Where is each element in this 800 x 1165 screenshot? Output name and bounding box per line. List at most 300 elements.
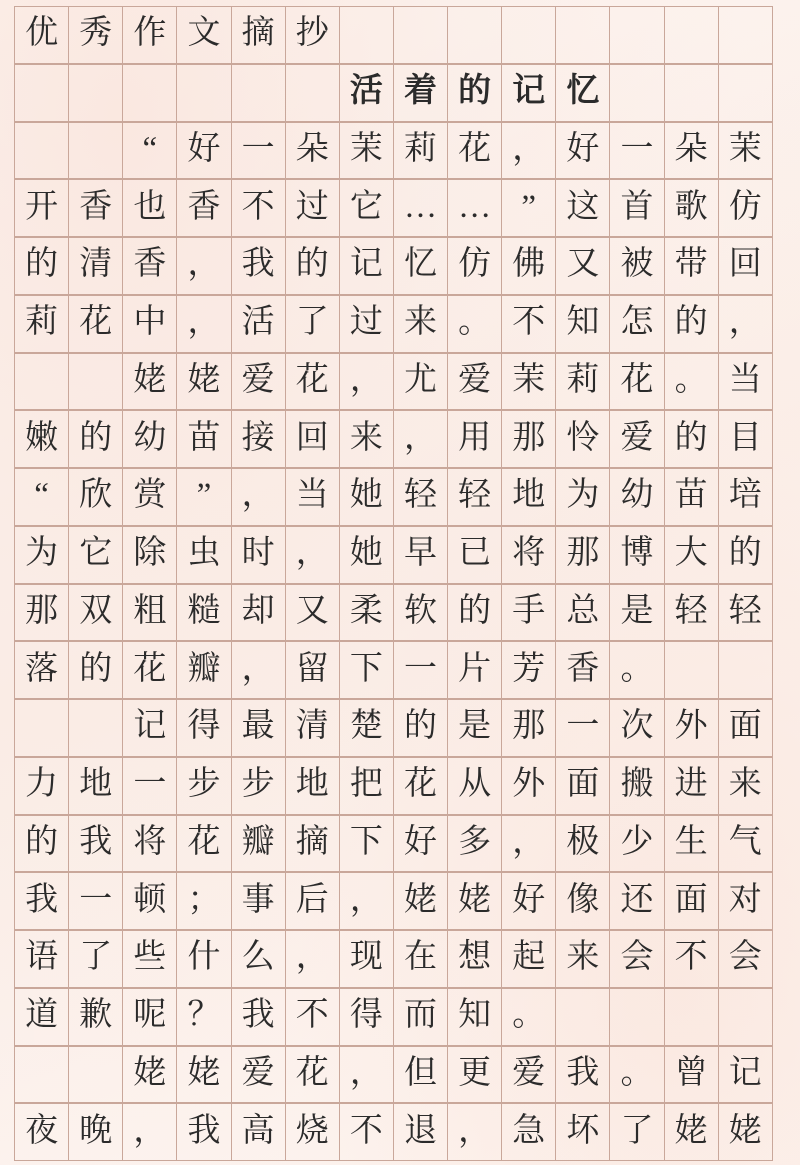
grid-cell-char	[176, 815, 231, 873]
grid-cell-char	[231, 872, 286, 930]
grid-cell-char	[609, 295, 664, 353]
grid-cell-char	[231, 584, 286, 642]
grid-cell-char	[285, 584, 340, 642]
grid-row	[14, 584, 786, 642]
grid-cell-char	[555, 815, 610, 873]
grid-cell-char	[447, 930, 502, 988]
grid-cell-char	[555, 122, 610, 180]
cell-character: 花	[187, 823, 221, 860]
cell-character: 不	[349, 1112, 383, 1149]
cell-character: 爱	[620, 419, 654, 456]
cell-character: ，	[349, 361, 383, 398]
grid-cell-empty	[68, 353, 123, 411]
grid-cell-char	[393, 757, 448, 815]
cell-character: 得	[187, 708, 221, 745]
grid-cell-char	[501, 930, 556, 988]
grid-cell-char	[555, 526, 610, 584]
cell-character: …	[403, 188, 437, 225]
grid-cell-char	[501, 699, 556, 757]
cell-character: 又	[295, 592, 329, 629]
cell-character: 一	[241, 130, 275, 167]
grid-cell-char	[555, 410, 610, 468]
cell-character: ，	[187, 246, 221, 283]
cell-character: 不	[512, 304, 546, 341]
grid-cell-empty	[664, 988, 719, 1046]
grid-cell-char	[285, 410, 340, 468]
cell-character: 回	[295, 419, 329, 456]
grid-cell-char	[339, 237, 394, 295]
grid-cell-char	[393, 1046, 448, 1104]
cell-character: 会	[728, 939, 762, 976]
grid-cell-empty	[664, 641, 719, 699]
grid-cell-char	[501, 122, 556, 180]
grid-cell-char	[339, 699, 394, 757]
cell-character: 来	[566, 939, 600, 976]
cell-character: 姥	[458, 881, 492, 918]
grid-cell-empty	[68, 1046, 123, 1104]
grid-cell-char	[609, 1103, 664, 1161]
grid-cell-empty	[339, 6, 394, 64]
grid-cell-char	[447, 815, 502, 873]
cell-character: ，	[403, 419, 437, 456]
grid-row	[14, 353, 786, 411]
cell-character: 这	[566, 188, 600, 225]
grid-cell-empty	[501, 6, 556, 64]
grid-cell-char	[339, 295, 394, 353]
grid-cell-char	[122, 872, 177, 930]
cell-character: 起	[512, 939, 546, 976]
cell-character: 芳	[512, 650, 546, 687]
cell-character: 那	[512, 708, 546, 745]
grid-cell-char	[285, 930, 340, 988]
cell-character: 活	[349, 73, 383, 110]
grid-cell-char	[68, 641, 123, 699]
cell-character: 姥	[133, 1054, 167, 1091]
cell-character: 面	[566, 766, 600, 803]
cell-character: 中	[133, 304, 167, 341]
grid-cell-char	[176, 872, 231, 930]
cell-character: 记	[512, 73, 546, 110]
cell-character: 花	[295, 361, 329, 398]
grid-cell-char	[339, 584, 394, 642]
grid-cell-char	[393, 930, 448, 988]
cell-character: 片	[458, 650, 492, 687]
cell-character: 忆	[403, 246, 437, 283]
grid-cell-char	[447, 1103, 502, 1161]
grid-cell-char	[555, 584, 610, 642]
cell-character: 的	[458, 73, 492, 110]
cell-character: 搬	[620, 766, 654, 803]
cell-character: 时	[241, 535, 275, 572]
cell-character: 姥	[403, 881, 437, 918]
grid-cell-char	[664, 1046, 719, 1104]
cell-character: ，	[295, 939, 329, 976]
cell-character: 知	[566, 304, 600, 341]
grid-cell-char	[555, 64, 610, 122]
cell-character: 的	[403, 708, 437, 745]
grid-cell-char	[14, 295, 69, 353]
grid-cell-char	[447, 353, 502, 411]
grid-cell-char	[14, 757, 69, 815]
grid-cell-char	[68, 988, 123, 1046]
grid-cell-char	[285, 988, 340, 1046]
grid-cell-char	[176, 179, 231, 237]
grid-cell-empty	[231, 64, 286, 122]
grid-cell-char	[447, 410, 502, 468]
grid-cell-char	[718, 584, 773, 642]
grid-cell-char	[339, 410, 394, 468]
cell-character: 下	[349, 823, 383, 860]
cell-character: 来	[349, 419, 383, 456]
grid-cell-char	[122, 526, 177, 584]
cell-character: ？	[187, 997, 221, 1034]
grid-cell-char	[555, 179, 610, 237]
grid-cell-char	[555, 237, 610, 295]
grid-cell-char	[664, 584, 719, 642]
cell-character: 抄	[295, 15, 329, 52]
grid-cell-char	[664, 353, 719, 411]
grid-cell-char	[447, 872, 502, 930]
cell-character: 是	[458, 708, 492, 745]
grid-cell-char	[231, 641, 286, 699]
cell-character: 为	[566, 477, 600, 514]
grid-cell-char	[664, 122, 719, 180]
grid-cell-empty	[14, 122, 69, 180]
grid-row	[14, 815, 786, 873]
cell-character: 道	[25, 997, 59, 1034]
grid-cell-char	[393, 815, 448, 873]
grid-cell-empty	[285, 64, 340, 122]
grid-cell-char	[664, 699, 719, 757]
grid-cell-char	[285, 468, 340, 526]
cell-character: 莉	[566, 361, 600, 398]
cell-character: 步	[187, 766, 221, 803]
cell-character: 会	[620, 939, 654, 976]
cell-character: 留	[295, 650, 329, 687]
grid-cell-char	[718, 410, 773, 468]
grid-cell-char	[231, 6, 286, 64]
grid-row	[14, 179, 786, 237]
grid-cell-char	[393, 295, 448, 353]
grid-cell-char	[339, 988, 394, 1046]
grid-cell-char	[68, 468, 123, 526]
grid-cell-char	[14, 410, 69, 468]
grid-cell-empty	[68, 122, 123, 180]
cell-character: 在	[403, 939, 437, 976]
cell-character: 当	[295, 477, 329, 514]
cell-character: 除	[133, 535, 167, 572]
cell-character: 爱	[241, 361, 275, 398]
grid-cell-char	[285, 122, 340, 180]
cell-character: 了	[620, 1112, 654, 1149]
grid-cell-char	[501, 410, 556, 468]
cell-character: 它	[349, 188, 383, 225]
cell-character: 次	[620, 708, 654, 745]
cell-character: 的	[79, 419, 113, 456]
grid-cell-char	[14, 872, 69, 930]
cell-character: 高	[241, 1112, 275, 1149]
grid-cell-char	[501, 468, 556, 526]
cell-character: 地	[512, 477, 546, 514]
grid-cell-char	[122, 6, 177, 64]
grid-cell-char	[501, 64, 556, 122]
grid-cell-char	[664, 468, 719, 526]
grid-cell-empty	[718, 64, 773, 122]
cell-character: 的	[458, 592, 492, 629]
cell-character: 气	[728, 823, 762, 860]
grid-row	[14, 64, 786, 122]
grid-cell-char	[14, 1103, 69, 1161]
grid-row	[14, 757, 786, 815]
cell-character: 姥	[674, 1112, 708, 1149]
grid-cell-char	[68, 410, 123, 468]
cell-character: 一	[620, 130, 654, 167]
grid-row	[14, 1103, 786, 1161]
cell-character: 的	[674, 419, 708, 456]
grid-cell-empty	[68, 699, 123, 757]
grid-cell-char	[68, 526, 123, 584]
cell-character: 歌	[674, 188, 708, 225]
cell-character: 香	[187, 188, 221, 225]
grid-cell-char	[718, 353, 773, 411]
cell-character: 仿	[458, 246, 492, 283]
grid-cell-char	[122, 815, 177, 873]
grid-cell-char	[609, 757, 664, 815]
cell-character: 。	[674, 361, 708, 398]
grid-cell-char	[393, 641, 448, 699]
cell-character: 少	[620, 823, 654, 860]
grid-cell-char	[122, 1103, 177, 1161]
grid-cell-char	[718, 757, 773, 815]
grid-cell-char	[609, 237, 664, 295]
cell-character: 爱	[512, 1054, 546, 1091]
cell-character: 作	[133, 15, 167, 52]
cell-character: 朵	[295, 130, 329, 167]
cell-character: 花	[79, 304, 113, 341]
grid-cell-char	[176, 988, 231, 1046]
grid-cell-char	[14, 237, 69, 295]
grid-cell-char	[231, 179, 286, 237]
grid-cell-char	[447, 295, 502, 353]
cell-character: 回	[728, 246, 762, 283]
grid-cell-char	[609, 122, 664, 180]
cell-character: 来	[728, 766, 762, 803]
cell-character: 首	[620, 188, 654, 225]
cell-character: 好	[566, 130, 600, 167]
grid-cell-char	[501, 353, 556, 411]
cell-character: 尤	[403, 361, 437, 398]
grid-cell-char	[447, 988, 502, 1046]
grid-cell-char	[231, 237, 286, 295]
cell-character: 朵	[674, 130, 708, 167]
cell-character: 总	[566, 592, 600, 629]
grid-cell-empty	[14, 1046, 69, 1104]
grid-row	[14, 526, 786, 584]
grid-cell-char	[231, 757, 286, 815]
grid-cell-char	[555, 699, 610, 757]
grid-cell-char	[231, 295, 286, 353]
grid-cell-char	[555, 757, 610, 815]
cell-character: 轻	[674, 592, 708, 629]
cell-character: 已	[458, 535, 492, 572]
cell-character: 退	[403, 1112, 437, 1149]
cell-character: 好	[403, 823, 437, 860]
grid-cell-char	[393, 699, 448, 757]
grid-cell-char	[718, 815, 773, 873]
grid-row	[14, 988, 786, 1046]
grid-cell-char	[68, 179, 123, 237]
cell-character: 了	[79, 939, 113, 976]
grid-cell-char	[339, 526, 394, 584]
grid-cell-char	[122, 353, 177, 411]
cell-character: 的	[728, 535, 762, 572]
grid-cell-char	[176, 353, 231, 411]
cell-character: 从	[458, 766, 492, 803]
grid-cell-char	[393, 237, 448, 295]
cell-character: 顿	[133, 881, 167, 918]
grid-cell-char	[393, 988, 448, 1046]
grid-cell-char	[501, 526, 556, 584]
cell-character: 而	[403, 997, 437, 1034]
grid-cell-char	[339, 179, 394, 237]
cell-character: 晚	[79, 1112, 113, 1149]
cell-character: 多	[458, 823, 492, 860]
grid-row	[14, 237, 786, 295]
cell-character: 轻	[728, 592, 762, 629]
cell-character: 坏	[566, 1112, 600, 1149]
cell-character: ，	[133, 1112, 167, 1149]
cell-character: 摘	[295, 823, 329, 860]
grid-cell-char	[122, 930, 177, 988]
grid-cell-char	[393, 64, 448, 122]
cell-character: 些	[133, 939, 167, 976]
cell-character: 被	[620, 246, 654, 283]
cell-character: 得	[349, 997, 383, 1034]
cell-character: 把	[349, 766, 383, 803]
grid-cell-char	[339, 815, 394, 873]
grid-cell-char	[447, 179, 502, 237]
grid-cell-char	[664, 757, 719, 815]
grid-cell-char	[393, 584, 448, 642]
grid-cell-char	[285, 757, 340, 815]
cell-character: ，	[295, 535, 329, 572]
cell-character: 目	[728, 419, 762, 456]
cell-character: 她	[349, 535, 383, 572]
cell-character: 为	[25, 535, 59, 572]
grid-cell-char	[555, 353, 610, 411]
grid-cell-char	[447, 237, 502, 295]
grid-cell-char	[664, 179, 719, 237]
cell-character: 步	[241, 766, 275, 803]
cell-character: 瓣	[187, 650, 221, 687]
grid-cell-char	[447, 584, 502, 642]
cell-character: 当	[728, 361, 762, 398]
cell-character: 优	[25, 15, 59, 52]
grid-cell-char	[285, 641, 340, 699]
grid-cell-char	[285, 237, 340, 295]
grid-row	[14, 641, 786, 699]
cell-character: 记	[133, 708, 167, 745]
grid-cell-char	[14, 526, 69, 584]
grid-cell-char	[664, 295, 719, 353]
grid-cell-empty	[14, 64, 69, 122]
grid-cell-char	[68, 584, 123, 642]
cell-character: 将	[133, 823, 167, 860]
grid-cell-char	[718, 699, 773, 757]
cell-character: 是	[620, 592, 654, 629]
cell-character: 过	[295, 188, 329, 225]
grid-cell-empty	[718, 988, 773, 1046]
grid-cell-char	[176, 6, 231, 64]
grid-cell-char	[393, 872, 448, 930]
cell-character: 么	[241, 939, 275, 976]
grid-cell-char	[555, 295, 610, 353]
grid-cell-char	[285, 1046, 340, 1104]
cell-character: 歉	[79, 997, 113, 1034]
cell-character: 活	[241, 304, 275, 341]
grid-cell-char	[609, 179, 664, 237]
grid-cell-char	[68, 930, 123, 988]
cell-character: ，	[512, 823, 546, 860]
grid-cell-char	[176, 584, 231, 642]
grid-cell-empty	[176, 64, 231, 122]
grid-cell-char	[718, 872, 773, 930]
cell-character: 一	[566, 708, 600, 745]
cell-character: 的	[295, 246, 329, 283]
grid-cell-char	[176, 1103, 231, 1161]
cell-character: 烧	[295, 1112, 329, 1149]
cell-character: 一	[403, 650, 437, 687]
grid-cell-char	[447, 1046, 502, 1104]
cell-character: …	[458, 188, 492, 225]
grid-row	[14, 699, 786, 757]
grid-cell-char	[718, 1103, 773, 1161]
grid-cell-empty	[609, 6, 664, 64]
grid-cell-char	[285, 353, 340, 411]
cell-character: 姥	[133, 361, 167, 398]
cell-character: “	[34, 477, 49, 514]
cell-character: 茉	[349, 130, 383, 167]
cell-character: 软	[403, 592, 437, 629]
cell-character: 外	[674, 708, 708, 745]
cell-character: 面	[674, 881, 708, 918]
cell-character: 生	[674, 823, 708, 860]
cell-character: 姥	[187, 1054, 221, 1091]
grid-cell-char	[176, 410, 231, 468]
grid-cell-char	[231, 815, 286, 873]
cell-character: 博	[620, 535, 654, 572]
grid-cell-char	[122, 179, 177, 237]
grid-cell-char	[339, 1103, 394, 1161]
grid-cell-empty	[664, 6, 719, 64]
cell-character: 清	[79, 246, 113, 283]
grid-cell-char	[609, 410, 664, 468]
cell-character: 忆	[566, 73, 600, 110]
grid-cell-char	[555, 1046, 610, 1104]
grid-cell-char	[176, 757, 231, 815]
grid-cell-char	[555, 930, 610, 988]
grid-row	[14, 410, 786, 468]
cell-character: 幼	[620, 477, 654, 514]
grid-cell-char	[501, 584, 556, 642]
grid-cell-char	[14, 641, 69, 699]
cell-character: 楚	[349, 708, 383, 745]
cell-character: 记	[349, 246, 383, 283]
cell-character: 的	[79, 650, 113, 687]
grid-cell-char	[664, 410, 719, 468]
grid-cell-char	[393, 526, 448, 584]
grid-cell-char	[447, 757, 502, 815]
